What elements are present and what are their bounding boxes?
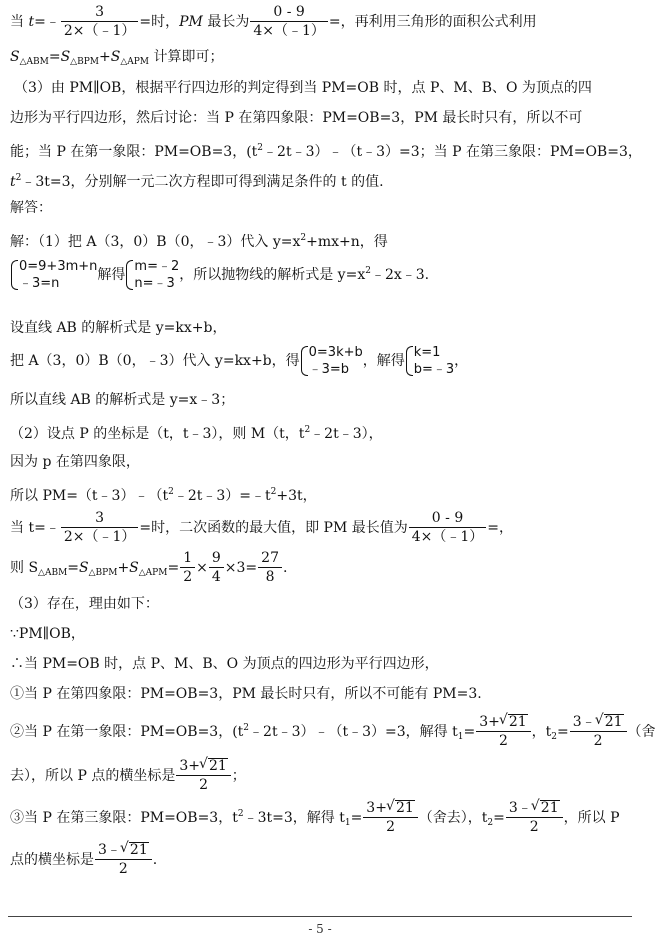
equation: ﹣3=b — [308, 362, 350, 377]
denominator: 2 — [183, 569, 193, 585]
line-20: ∴当 PM=OB 时，点 P、M、B、O 为顶点的四边形为平行四边形， — [10, 656, 439, 672]
text: = — [463, 724, 476, 740]
text: ②当 P 在第一象限：PM=OB=3，(t — [10, 724, 244, 740]
text: 点的横坐标是 — [10, 852, 94, 868]
line-1 — [10, 4, 632, 40]
subscript: 2 — [551, 732, 558, 742]
numerator: 0 - 9 — [250, 4, 328, 22]
subscript: △ABM — [38, 568, 68, 578]
numerator: 9 — [209, 550, 224, 568]
fraction — [61, 4, 139, 40]
text: ×3= — [224, 560, 258, 576]
text: . — [282, 560, 288, 576]
text: ﹣2t﹣3）， — [310, 426, 383, 442]
var: PM — [179, 14, 203, 30]
text: 去），所以 P 点的横坐标是 — [10, 768, 176, 784]
text: 最长为 — [202, 14, 250, 30]
text: =，再利用三角形的面积公式利用 — [328, 14, 537, 30]
equation: b=﹣3 — [413, 362, 455, 377]
numerator — [363, 800, 417, 818]
text: ﹣3t=3，解得 t — [243, 810, 345, 826]
line-19: ∵PM∥OB， — [10, 626, 85, 642]
var: +S — [117, 560, 139, 576]
superscript: 2 — [365, 266, 371, 276]
subscript: 1 — [457, 732, 464, 742]
radical — [200, 758, 228, 775]
text: 3﹣ — [508, 800, 532, 816]
var: +S — [98, 49, 121, 65]
line-16 — [10, 510, 632, 546]
text: =﹣ — [34, 14, 60, 30]
text: 3+ — [479, 714, 500, 730]
denominator: 2 — [498, 733, 508, 749]
radicand: 21 — [208, 758, 227, 774]
line-4: 边形为平行四边形，然后讨论：当 P 在第四象限：PM=OB=3，PM 最长时只有，所以不可 — [10, 110, 583, 126]
text: ﹣3t=3，分别解一元二次方程即可得到满足条件的 t 的值. — [21, 174, 384, 190]
equation: k=1 — [413, 345, 441, 360]
equation: 0=3k+b — [308, 345, 363, 360]
fraction — [570, 714, 627, 750]
text: = — [493, 810, 505, 826]
superscript: 2 — [270, 487, 277, 497]
subscript: △BPM — [88, 568, 118, 578]
fraction — [61, 510, 139, 546]
text: 3﹣ — [572, 714, 596, 730]
line-6 — [10, 168, 632, 192]
text: ﹣2t﹣3）﹣（t﹣3）=3；当 P 在第三象限：PM=OB=3， — [263, 144, 642, 160]
equation: 0=9+3m+n — [19, 259, 98, 274]
var: S — [10, 49, 20, 65]
line-23 — [10, 758, 632, 794]
var: =S — [48, 49, 71, 65]
text: ，所以抛物线的解析式是 y=x — [179, 267, 366, 283]
text: ③当 P 在第三象限：PM=OB=3，t — [10, 810, 238, 826]
line-12: 所以直线 AB 的解析式是 y=x﹣3； — [10, 392, 235, 408]
numerator — [476, 714, 530, 732]
numerator: 3 — [61, 510, 139, 528]
text: ， — [454, 353, 469, 369]
radicand: 21 — [129, 842, 148, 858]
text: × — [196, 560, 208, 576]
text: ﹣2t﹣3）=﹣t — [173, 488, 271, 504]
text: +3t， — [276, 488, 317, 504]
subscript: △BPM — [70, 57, 99, 67]
text: 则 S — [10, 560, 39, 576]
text: （舍 — [627, 724, 656, 740]
superscript: 2 — [257, 143, 264, 153]
text: =， — [487, 520, 514, 536]
superscript: 2 — [168, 487, 174, 497]
denominator: 4×（﹣1） — [253, 23, 325, 39]
line-7: 解答： — [10, 200, 52, 216]
line-13 — [10, 420, 632, 444]
text: +mx+n，得 — [306, 234, 388, 250]
text: = — [167, 560, 180, 576]
equation-system — [125, 258, 179, 292]
equation-system — [300, 344, 363, 378]
text: 能；当 P 在第一象限：PM=OB=3，(t — [10, 144, 258, 160]
subscript: 1 — [344, 818, 351, 828]
denominator: 8 — [265, 569, 275, 585]
radical — [500, 714, 528, 731]
fraction — [476, 714, 530, 750]
line-15 — [10, 482, 632, 506]
subscript: △APM — [120, 57, 150, 67]
text: = — [350, 810, 363, 826]
fraction — [180, 550, 195, 586]
line-14: 因为 p 在第四象限， — [10, 454, 140, 470]
fraction — [409, 510, 487, 546]
superscript: 2 — [304, 425, 311, 435]
var: =S — [67, 560, 89, 576]
denominator: 4 — [211, 569, 221, 585]
radical — [596, 714, 624, 731]
fraction — [258, 550, 282, 586]
denominator: 2 — [118, 861, 128, 877]
radicand: 21 — [508, 714, 527, 730]
text: ﹣2t﹣3）﹣（t﹣3）=3，解得 t — [249, 724, 458, 740]
radicand: 21 — [395, 800, 414, 816]
fraction — [95, 842, 152, 878]
equation: m=﹣2 — [134, 259, 180, 274]
text: 计算即可； — [149, 49, 224, 65]
text: 所以 PM=（t﹣3）﹣（t — [10, 488, 169, 504]
text: ，所以 P — [563, 810, 620, 826]
line-22 — [10, 714, 656, 750]
equation-system — [405, 344, 454, 378]
line-18: （3）存在，理由如下： — [10, 596, 159, 612]
line-25 — [10, 842, 632, 878]
text: ； — [231, 768, 246, 784]
line-3: （3）由 PM∥OB，根据平行四边形的判定得到当 PM=OB 时，点 P、M、B、O 为顶点的四 — [14, 80, 592, 96]
superscript: 2 — [237, 809, 244, 819]
line-21: ①当 P 在第四象限：PM=OB=3，PM 最长时只有，所以不可能有 PM=3. — [10, 686, 482, 702]
line-8 — [10, 228, 632, 252]
text: 3+ — [179, 758, 200, 774]
text: 当 t=﹣ — [10, 520, 60, 536]
subscript: 2 — [487, 818, 494, 828]
denominator: 2 — [593, 733, 603, 749]
line-2 — [10, 47, 632, 72]
line-5 — [10, 138, 642, 162]
fraction — [209, 550, 224, 586]
fraction — [363, 800, 417, 836]
numerator: 3 — [61, 4, 139, 22]
denominator: 2×（﹣1） — [63, 23, 136, 39]
denominator: 2×（﹣1） — [63, 529, 136, 545]
text: （舍去），t — [418, 810, 488, 826]
footer-divider — [8, 916, 632, 917]
equation: n=﹣3 — [134, 276, 175, 291]
line-11 — [10, 344, 632, 378]
line-10: 设直线 AB 的解析式是 y=kx+b， — [10, 320, 227, 336]
text: . — [152, 852, 158, 868]
text: ﹣2x﹣3. — [370, 267, 430, 283]
radical — [121, 842, 149, 859]
text: =时，二次函数的最大值，即 PM 最长值为 — [139, 520, 408, 536]
numerator — [176, 758, 230, 776]
line-17 — [10, 550, 632, 586]
text: ，t — [531, 724, 552, 740]
superscript: 2 — [243, 723, 250, 733]
numerator: 27 — [258, 550, 282, 568]
fraction — [250, 4, 328, 40]
numerator — [506, 800, 563, 818]
text: 3﹣ — [98, 842, 121, 858]
denominator: 2 — [199, 777, 209, 793]
fraction — [176, 758, 230, 794]
text: = — [557, 724, 569, 740]
subscript: △APM — [138, 568, 168, 578]
radical — [532, 800, 560, 817]
text: =时， — [139, 14, 180, 30]
line-9 — [10, 258, 632, 292]
fraction — [506, 800, 563, 836]
text: 当 — [10, 14, 29, 30]
denominator: 2 — [529, 819, 539, 835]
page-number: - 5 - — [308, 922, 332, 936]
line-24 — [10, 800, 632, 836]
superscript: 2 — [300, 233, 307, 243]
text: ，解得 — [362, 353, 405, 369]
var: t — [28, 14, 35, 30]
numerator: 1 — [180, 550, 195, 568]
radicand: 21 — [604, 714, 623, 730]
numerator: 0 - 9 — [409, 510, 487, 528]
text: 3+ — [366, 800, 387, 816]
equation-system — [10, 258, 97, 292]
var: t — [10, 174, 16, 190]
radicand: 21 — [540, 800, 559, 816]
text: 解得 — [97, 267, 126, 283]
equation: ﹣3=n — [19, 276, 60, 291]
text: （2）设点 P 的坐标是（t，t﹣3），则 M（t，t — [10, 426, 305, 442]
numerator — [95, 842, 152, 860]
denominator: 4×（﹣1） — [411, 529, 484, 545]
numerator — [570, 714, 627, 732]
superscript: 2 — [15, 173, 22, 183]
radical — [387, 800, 415, 817]
subscript: △ABM — [19, 57, 49, 67]
text: 把 A（3，0）B（0，﹣3）代入 y=kx+b，得 — [10, 353, 300, 369]
denominator: 2 — [386, 819, 395, 835]
text: 解：（1）把 A（3，0）B（0，﹣3）代入 y=x — [10, 234, 301, 250]
